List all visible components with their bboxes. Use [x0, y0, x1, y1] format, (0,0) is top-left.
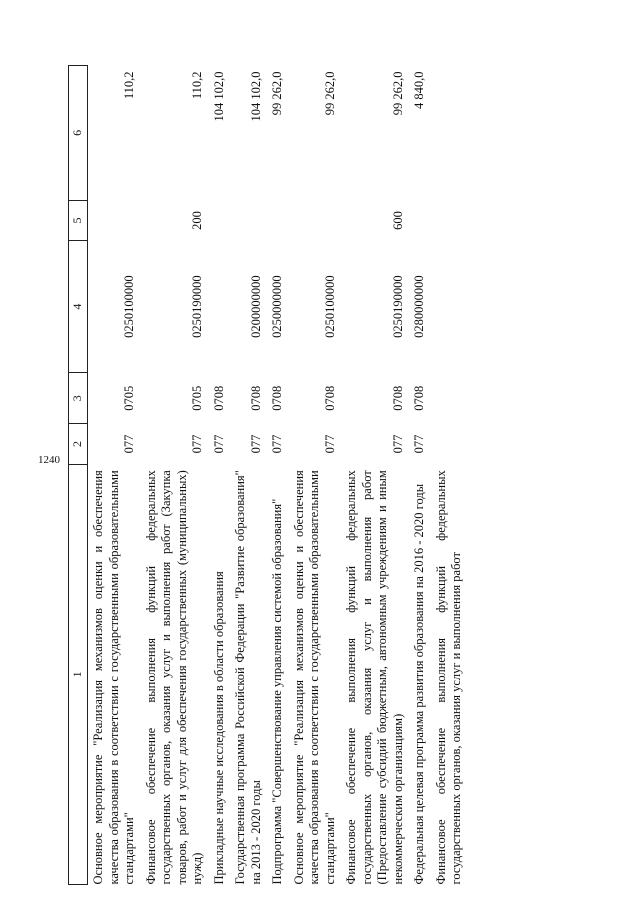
row-section: 0708	[322, 385, 337, 411]
header-col-3: 3	[69, 373, 88, 424]
row-sum: 99 262,0	[270, 71, 284, 116]
row-sum: 104 102,0	[248, 71, 263, 122]
row-type: 200	[190, 211, 204, 230]
row-name: Подпрограмма "Совершенствование управления системой образования"	[270, 498, 284, 885]
row-admin: 077	[248, 434, 263, 454]
row-sum: 4 840,0	[412, 71, 426, 109]
header-col-2: 2	[69, 424, 88, 464]
row-name: Государственная программа Российской Федерации "Развитие образования" на 2013 - 2020 годы	[233, 470, 263, 885]
row-type	[289, 200, 342, 240]
rotated-page	[68, 45, 618, 885]
header-col-1: 1	[69, 464, 88, 884]
header-col-5: 5	[69, 200, 88, 240]
row-type	[267, 200, 289, 240]
row-type	[88, 200, 141, 240]
table-row	[209, 66, 231, 885]
row-target: 0250100000	[122, 275, 136, 338]
table-row	[409, 66, 431, 885]
header-row	[69, 66, 88, 885]
row-name: Основное мероприятие "Реализация механизмов оценки и обеспечения качества образования в соответствии с государственными образовательными стандартами"	[91, 470, 136, 885]
table-row	[141, 66, 209, 885]
row-sum: 110,2	[190, 71, 204, 100]
row-sum: 99 262,0	[390, 71, 405, 116]
row-admin: 077	[390, 434, 405, 454]
row-type	[431, 200, 468, 240]
table-row	[341, 66, 409, 885]
row-sum: 110,2	[122, 71, 136, 100]
row-name: Финансовое обеспечение выполнения функций федеральных государственных органов, оказания услуг и выполнения работ (Закупка товаров, работ и услуг для обеспечения государственных (муниципальных) нужд)	[143, 470, 204, 885]
table-row	[431, 66, 468, 885]
table-row	[230, 66, 267, 885]
row-target: 0250100000	[322, 275, 337, 338]
row-section: 0708	[248, 385, 263, 411]
page-number: 1240	[38, 454, 60, 466]
row-target	[431, 241, 468, 373]
row-name: Прикладные научные исследования в области образования	[211, 571, 226, 885]
table-row	[88, 66, 141, 885]
budget-table	[68, 65, 468, 885]
row-name: Финансовое обеспечение выполнения функций федеральных государственных органов, оказания услуг и выполнения работ (Предоставление субсидий бюджетным, автономным учреждениям и иным некоммерческим организациям)	[344, 470, 405, 885]
row-type: 600	[390, 211, 405, 230]
table-row	[289, 66, 342, 885]
row-type	[209, 200, 231, 240]
row-sum: 104 102,0	[211, 71, 226, 122]
row-admin: 077	[211, 434, 226, 454]
row-type	[230, 200, 267, 240]
row-section: 0708	[412, 385, 426, 411]
row-admin: 077	[122, 434, 136, 454]
row-admin: 077	[270, 434, 284, 454]
row-name: Финансовое обеспечение выполнения функций федеральных государственных органов, оказания услуг и выполнения работ	[433, 470, 463, 885]
row-sum	[431, 66, 468, 201]
row-admin: 077	[412, 434, 426, 454]
row-section: 0705	[190, 385, 204, 411]
row-admin: 077	[322, 434, 337, 454]
row-section: 0708	[270, 385, 284, 411]
row-target: 0280000000	[412, 275, 426, 338]
row-target: 0250190000	[390, 275, 405, 338]
row-admin: 077	[190, 434, 204, 454]
row-admin	[431, 424, 468, 464]
row-target: 0250190000	[190, 275, 204, 338]
row-section	[431, 373, 468, 424]
row-section: 0708	[211, 385, 226, 411]
table-body	[88, 66, 468, 885]
row-name: Основное мероприятие "Реализация механизмов оценки и обеспечения качества образования в соответствии с государственными образовательными стандартами"	[291, 470, 337, 885]
header-col-6: 6	[69, 66, 88, 201]
row-target	[209, 241, 231, 373]
row-target: 0200000000	[248, 275, 263, 338]
table-row	[267, 66, 289, 885]
row-sum: 99 262,0	[322, 71, 337, 116]
row-type	[409, 200, 431, 240]
row-section: 0708	[390, 385, 405, 411]
row-target: 0250000000	[270, 275, 284, 338]
row-section: 0705	[122, 385, 136, 411]
row-name: Федеральная целевая программа развития образования на 2016 - 2020 годы	[412, 483, 426, 885]
header-col-4: 4	[69, 241, 88, 373]
